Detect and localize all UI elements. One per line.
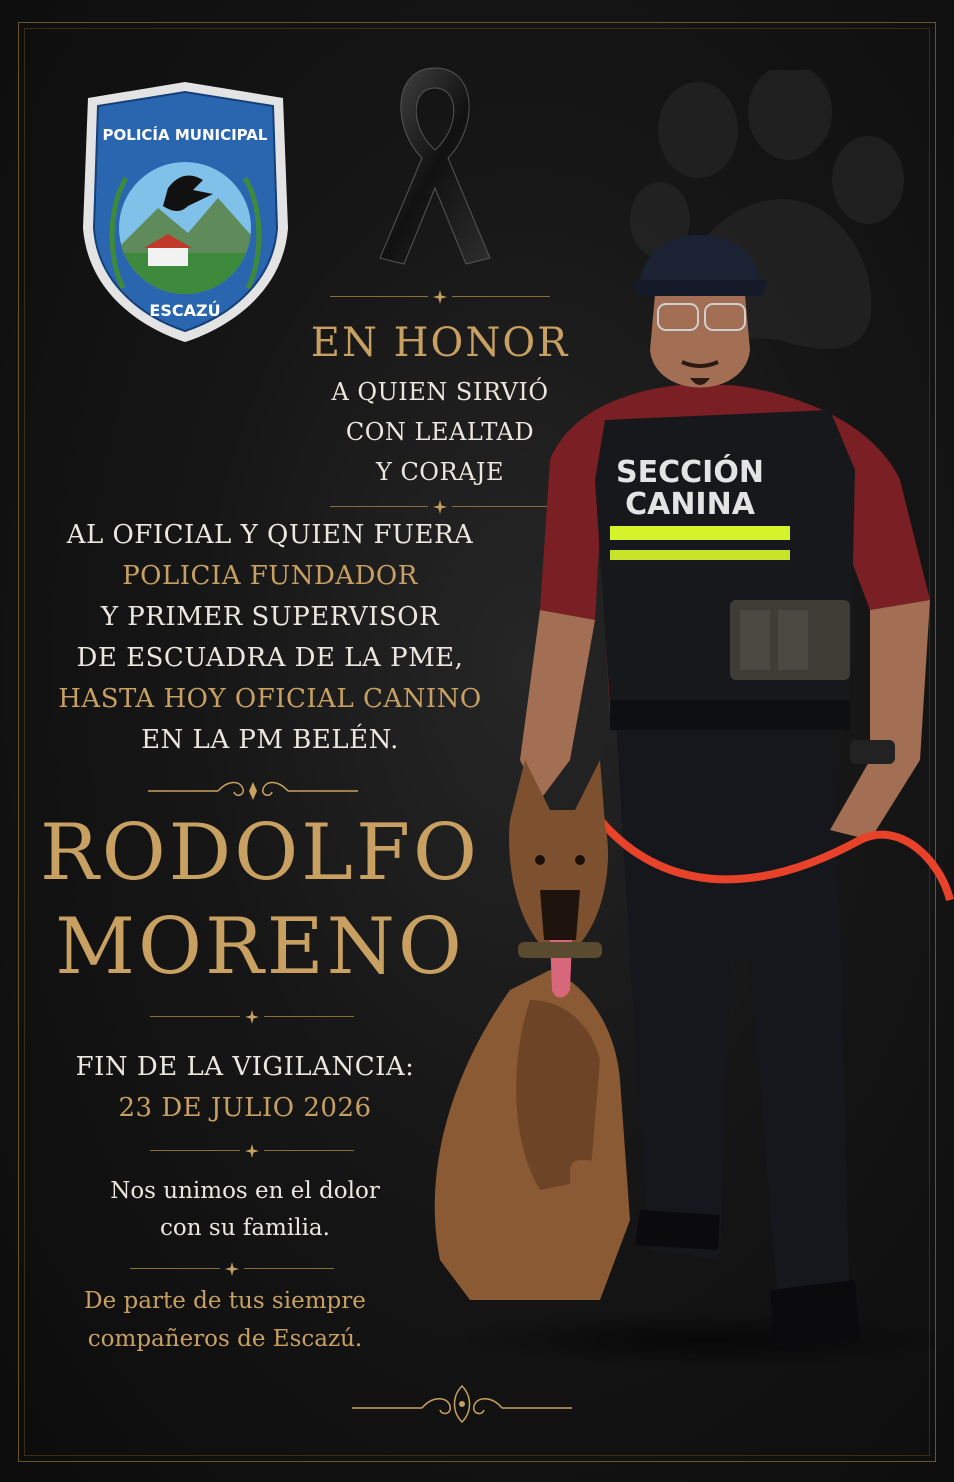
dog-illustration: [435, 760, 630, 1300]
condolence-line-2: con su familia.: [160, 1215, 330, 1241]
vest-label-line-1: SECCIÓN: [616, 455, 764, 490]
divider-name-bottom: [150, 1010, 354, 1024]
badge-bottom-text: ESCAZÚ: [149, 301, 221, 320]
honor-line-1: A QUIEN SIRVIÓ: [331, 378, 549, 406]
police-badge-logo: [78, 78, 293, 346]
ornament-flourish-bottom: [352, 1382, 572, 1426]
watch-end-date: 23 DE JULIO 2026: [118, 1093, 372, 1123]
tribute-line-6: EN LA PM BELÉN.: [141, 725, 399, 755]
vest-label-line-2: CANINA: [625, 487, 755, 522]
badge-top-text: POLICÍA MUNICIPAL: [102, 126, 268, 144]
tribute-line-5: HASTA HOY OFICIAL CANINO: [58, 684, 482, 714]
tribute-line-1: AL OFICIAL Y QUIEN FUERA: [66, 520, 474, 550]
ornament-flourish-top: [148, 776, 358, 806]
tribute-line-4: DE ESCUADRA DE LA PME,: [76, 643, 464, 673]
divider-date-bottom: [150, 1144, 354, 1158]
condolence-line-1: Nos unimos en el dolor: [110, 1178, 380, 1204]
honoree-last-name: MORENO: [55, 902, 465, 992]
divider-condolence-bottom: [130, 1262, 334, 1276]
honor-line-2: CON LEALTAD: [345, 418, 535, 446]
officer-with-dog-photo: [400, 200, 954, 1380]
honoree-first-name: RODOLFO: [39, 808, 481, 898]
honor-line-3: Y CORAJE: [375, 458, 505, 486]
honor-title: EN HONOR: [310, 320, 570, 366]
watch-end-label: FIN DE LA VIGILANCIA:: [75, 1052, 415, 1082]
signoff-line-1: De parte de tus siempre: [84, 1288, 366, 1314]
signoff-line-2: compañeros de Escazú.: [87, 1326, 363, 1352]
tribute-line-3: Y PRIMER SUPERVISOR: [100, 602, 440, 632]
tribute-line-2: POLICIA FUNDADOR: [122, 561, 418, 591]
